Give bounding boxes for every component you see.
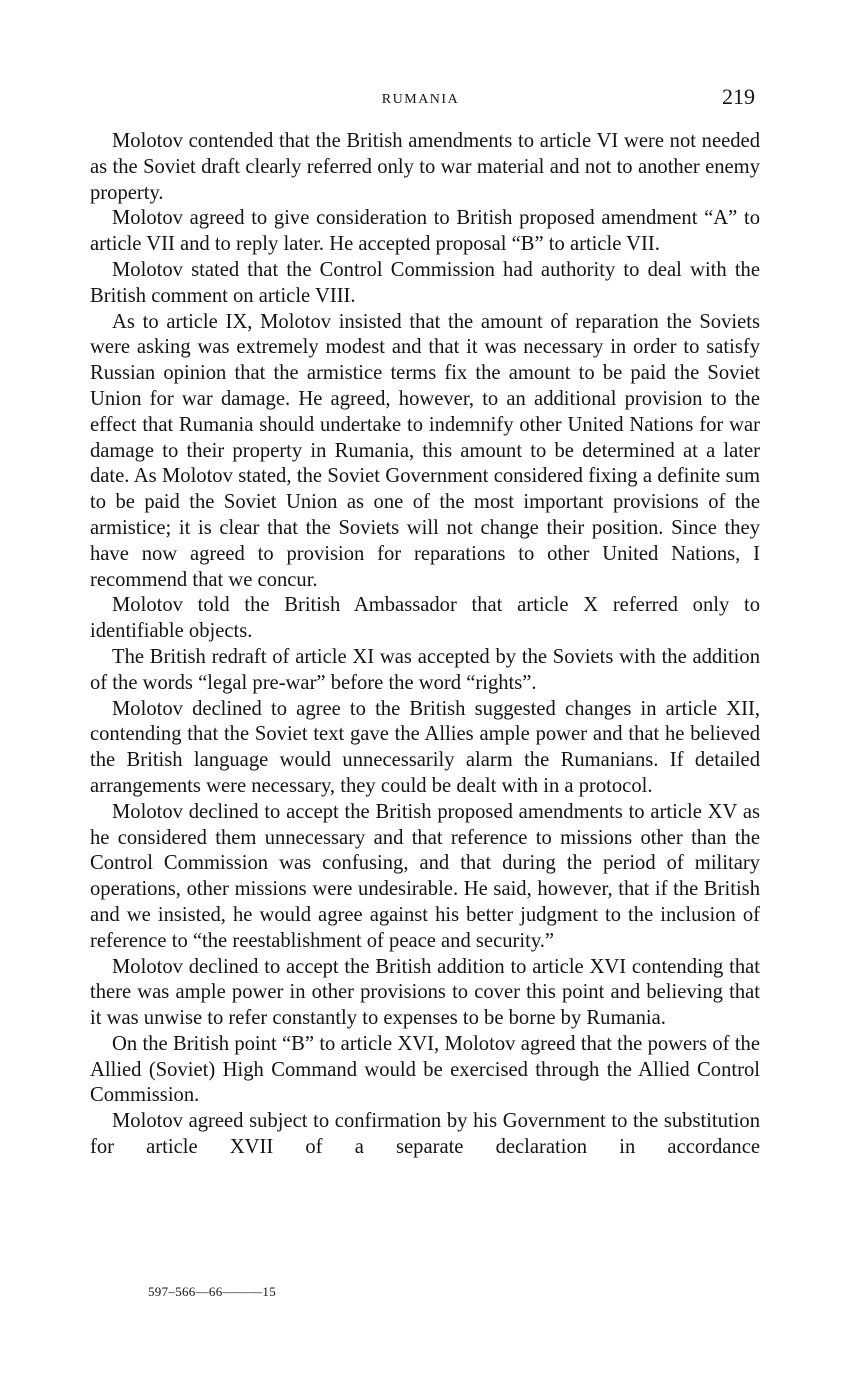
paragraph-article-xii: Molotov declined to agree to the British suggested changes in article XII, contending that the Soviet text gave the Allies ample power and that he believed the British language would unnecessarily alarm the Rumanians. If detailed arrangements were necessary, they could be dealt with in a protocol.	[90, 697, 760, 797]
paragraph-article-xv: Molotov declined to accept the British proposed amendments to article XV as he considered them unnecessary and that reference to missions other than the Control Commission was confusing, and that during the period of military operations, other missions were undesirable. He said, however, that if the British and we insisted, he would agree against his better judgment to the inclusion of reference to “the reestablishment of peace and security.”	[90, 800, 760, 952]
paragraph-article-xi: The British redraft of article XI was accepted by the Soviets with the addition of the words “legal pre-war” before the word “rights”.	[90, 645, 760, 694]
paragraph-article-x: Molotov told the British Ambassador that article X referred only to identifiable objects.	[90, 594, 760, 643]
running-title-text: RUMANIA	[381, 92, 460, 107]
paragraph-article-ix: As to article IX, Molotov insisted that the amount of reparation the Soviets were asking was extremely modest and that it was necessary in order to satisfy Russian opinion that the armistice terms fix the amount to be paid the Soviet Union for war damage. He agreed, however, to an additional provision to the effect that Rumania should undertake to indemnify other United Nations for war damage to their property in Rumania, this amount to be determined at a later date. As Molotov stated, the Soviet Government considered fixing a definite sum to be paid the Soviet Union as one of the most important provisions of the armistice; it is clear that the Soviets will not change their position. Since they have now agreed to provision for reparations to other United Nations, I recommend that we concur.	[90, 310, 760, 591]
paragraph-article-xvi-point-b: On the British point “B” to article XVI, Molotov agreed that the powers of the Allied (Soviet) High Command would be exercised through the Allied Control Commission.	[90, 1032, 760, 1107]
paragraph-article-xvii: Molotov agreed subject to confirmation by his Government to the substitution for article XVII of a separate declaration in accordance	[90, 1110, 760, 1159]
page-number: 219	[722, 84, 755, 109]
paragraph-article-vii: Molotov agreed to give consideration to British proposed amendment “A” to article VII and to reply later. He accepted proposal “B” to article VII.	[90, 207, 760, 256]
paragraph-article-vi: Molotov contended that the British amendments to article VI were not needed as the Soviet draft clearly referred only to war material and not to another enemy property.	[90, 130, 760, 204]
body-text	[90, 129, 760, 1161]
paragraph-article-xvi: Molotov declined to accept the British addition to article XVI contending that there was ample power in other provisions to cover this point and believing that it was unwise to refer constantly to expenses to be borne by Rumania.	[90, 955, 760, 1030]
printer-signature-line: 597–566—66———15	[148, 1284, 276, 1299]
paragraph-article-viii: Molotov stated that the Control Commission had authority to deal with the British comment on article VIII.	[90, 258, 760, 307]
